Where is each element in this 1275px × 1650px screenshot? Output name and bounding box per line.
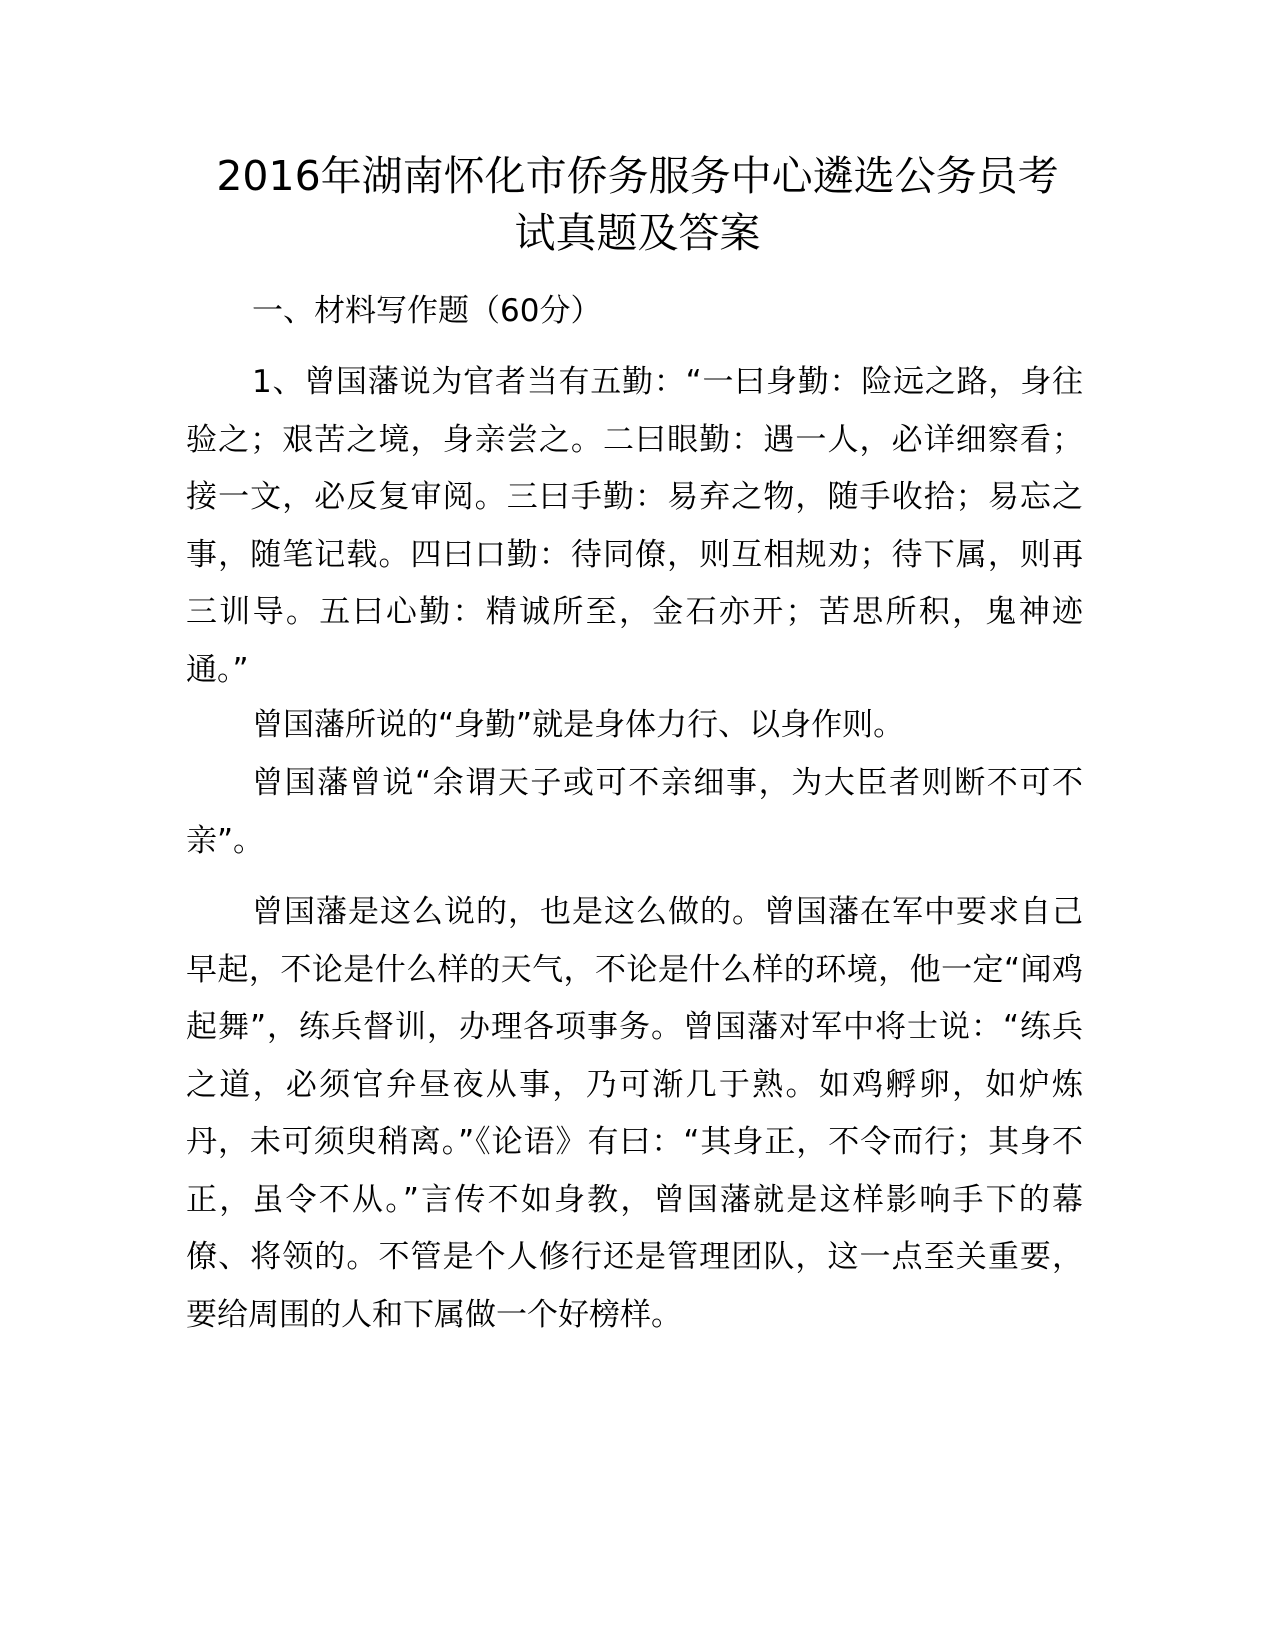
paragraph-body-3: 曾国藩曾说“余谓天子或可不亲细事，为大臣者则断不可不亲”。 — [186, 765, 1083, 859]
paragraph-question-1: 1、曾国藩说为官者当有五勤：“一曰身勤：险远之路，身往验之；艰苦之境，身亲尝之。二曰眼勤：遇一人，必详细察看；接一文，必反复审阅。三曰手勤：易弃之物，随手收拾；易忘之事，随笔记载。四曰口勤：待同僚，则互相规劝；待下属，则再三训导。五曰心勤：精诚所至，金石亦开；苦思所积，鬼神迹通。” — [186, 364, 1083, 688]
document-title — [150, 148, 1125, 262]
paragraph-body-4: 曾国藩是这么说的，也是这么做的。曾国藩在军中要求自己早起，不论是什么样的天气，不论是什么样的环境，他一定“闻鸡起舞”，练兵督训，办理各项事务。曾国藩对军中将士说：“练兵之道，必须官弁昼夜从事，乃可渐几于熟。如鸡孵卵，如炉炼丹，未可须臾稍离。”《论语》有曰：“其身正，不令而行；其身不正，虽令不从。”言传不如身教，曾国藩就是这样影响手下的幕僚、将领的。不管是个人修行还是管理团队，这一点至关重要，要给周围的人和下属做一个好榜样。 — [186, 894, 1083, 1333]
paragraph-body-2: 曾国藩所说的“身勤”就是身体力行、以身作则。 — [252, 707, 905, 743]
title-line-1: 2016年湖南怀化市侨务服务中心遴选公务员考 — [216, 152, 1059, 200]
title-line-2: 试真题及答案 — [514, 209, 761, 257]
section-heading: 一、材料写作题（60分） — [252, 293, 602, 329]
